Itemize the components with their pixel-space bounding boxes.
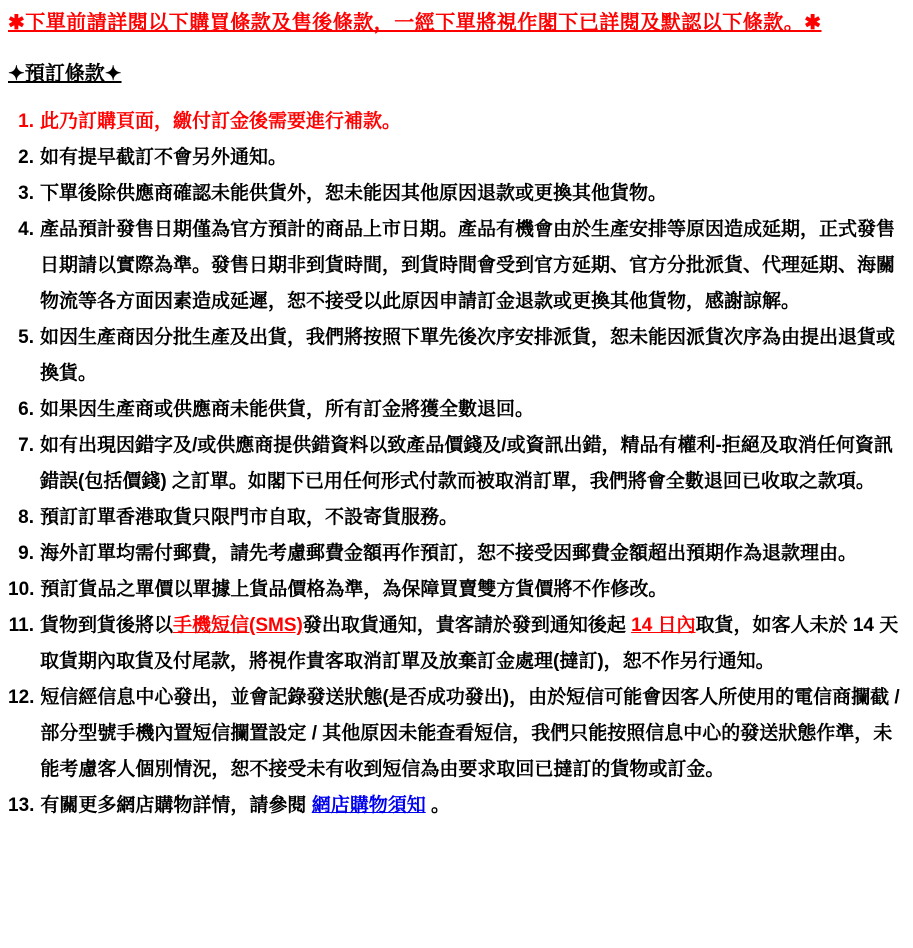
term-item-11 xyxy=(8,608,901,680)
term-number: 11. xyxy=(8,615,34,636)
term-item-2 xyxy=(8,140,901,176)
term-text xyxy=(40,608,901,680)
term-item-13 xyxy=(8,788,901,824)
red-underline-highlight: 14 日內 xyxy=(631,615,696,636)
term-text-run: 發出取貨通知，貴客請於發到通知後起 xyxy=(302,615,632,636)
term-text-run: 預訂貨品之單價以單據上貨品價格為準，為保障買賣雙方貨價將不作修改。 xyxy=(40,579,668,600)
purchase-terms-header: ✱下單前請詳閱以下購買條款及售後條款，一經下單將視作閣下已詳閱及默認以下條款。✱ xyxy=(8,12,822,34)
term-text-run: 有關更多網店購物詳情，請參閱 xyxy=(40,795,312,816)
term-text xyxy=(40,536,901,572)
term-item-10 xyxy=(8,572,901,608)
term-number: 9. xyxy=(18,543,34,564)
term-text-run: 如果因生產商或供應商未能供貨，所有訂金將獲全數退回。 xyxy=(40,399,535,420)
term-number: 6. xyxy=(18,399,34,420)
term-text xyxy=(40,320,901,392)
term-text xyxy=(40,680,901,788)
term-number: 5. xyxy=(18,327,34,348)
term-text xyxy=(40,176,901,212)
term-text xyxy=(40,392,901,428)
term-text-run: 此乃訂購頁面，繳付訂金後需要進行補款。 xyxy=(40,111,402,132)
term-item-12 xyxy=(8,680,901,788)
term-number: 10. xyxy=(8,579,35,600)
term-number: 2. xyxy=(18,147,34,168)
term-text-run: 下單後除供應商確認未能供貨外，恕未能因其他原因退款或更換其他貨物。 xyxy=(40,183,668,204)
term-text-run: 貨物到貨後將以 xyxy=(40,615,174,636)
term-text-run: 取貨，如客人未於 14 天取貨期內取貨及付尾款，將視作貴客取消訂單及放棄訂金處理(撻訂)，恕不作另行通知。 xyxy=(40,615,899,672)
term-text xyxy=(40,500,901,536)
term-number: 7. xyxy=(18,435,34,456)
term-item-3 xyxy=(8,176,901,212)
term-text-run: 。 xyxy=(425,795,450,816)
term-text xyxy=(40,788,901,824)
term-text-run: 如有提早截訂不會另外通知。 xyxy=(40,147,288,168)
term-number: 8. xyxy=(18,507,34,528)
term-number: 3. xyxy=(18,183,34,204)
term-text-run: 如因生產商因分批生產及出貨，我們將按照下單先後次序安排派貨，恕未能因派貨次序為由提出退貨或換貨。 xyxy=(40,327,896,384)
term-item-8 xyxy=(8,500,901,536)
term-number: 13. xyxy=(8,795,35,816)
term-text-run: 短信經信息中心發出，並會記錄發送狀態(是否成功發出)，由於短信可能會因客人所使用的電信商攔截 / 部分型號手機內置短信攔置設定 / 其他原因未能查看短信，我們只能按照信息中心的發送狀態作準，未能考慮客人個別情況，恕不接受未有收到短信為由要求取回已撻訂的貨物或訂金。 xyxy=(40,687,900,780)
term-item-4 xyxy=(8,212,901,320)
red-underline-highlight: 手機短信(SMS) xyxy=(173,615,303,636)
term-text-run: 產品預計發售日期僅為官方預計的商品上市日期。產品有機會由於生產安排等原因造成延期，正式發售日期請以實際為準。發售日期非到貨時間，到貨時間會受到官方延期、官方分批派貨、代理延期、海關物流等各方面因素造成延遲，恕不接受以此原因申請訂金退款或更換其他貨物，感謝諒解。 xyxy=(40,219,896,312)
term-item-5 xyxy=(8,320,901,392)
store-shopping-notice-link[interactable]: 網店購物須知 xyxy=(311,795,426,816)
term-text xyxy=(40,428,901,500)
term-item-9 xyxy=(8,536,901,572)
term-text-run: 預訂訂單香港取貨只限門市自取，不設寄貨服務。 xyxy=(40,507,459,528)
term-number: 1. xyxy=(18,111,34,132)
term-text xyxy=(40,572,901,608)
term-item-1 xyxy=(8,104,901,140)
term-text-run: 如有出現因錯字及/或供應商提供錯資料以致產品價錢及/或資訊出錯，精品有權利-拒絕及取消任何資訊錯誤(包括價錢) 之訂單。如閣下已用任何形式付款而被取消訂單，我們將會全數退回已收取之款項。 xyxy=(40,435,893,492)
term-text xyxy=(40,104,901,140)
section-title-preorder-terms: ✦預訂條款✦ xyxy=(8,63,122,85)
term-item-6 xyxy=(8,392,901,428)
term-text xyxy=(40,140,901,176)
term-text xyxy=(40,212,901,320)
term-number: 12. xyxy=(8,687,35,708)
terms-list xyxy=(8,104,901,824)
term-number: 4. xyxy=(18,219,34,240)
term-item-7 xyxy=(8,428,901,500)
term-text-run: 海外訂單均需付郵費，請先考慮郵費金額再作預訂，恕不接受因郵費金額超出預期作為退款理由。 xyxy=(40,543,858,564)
